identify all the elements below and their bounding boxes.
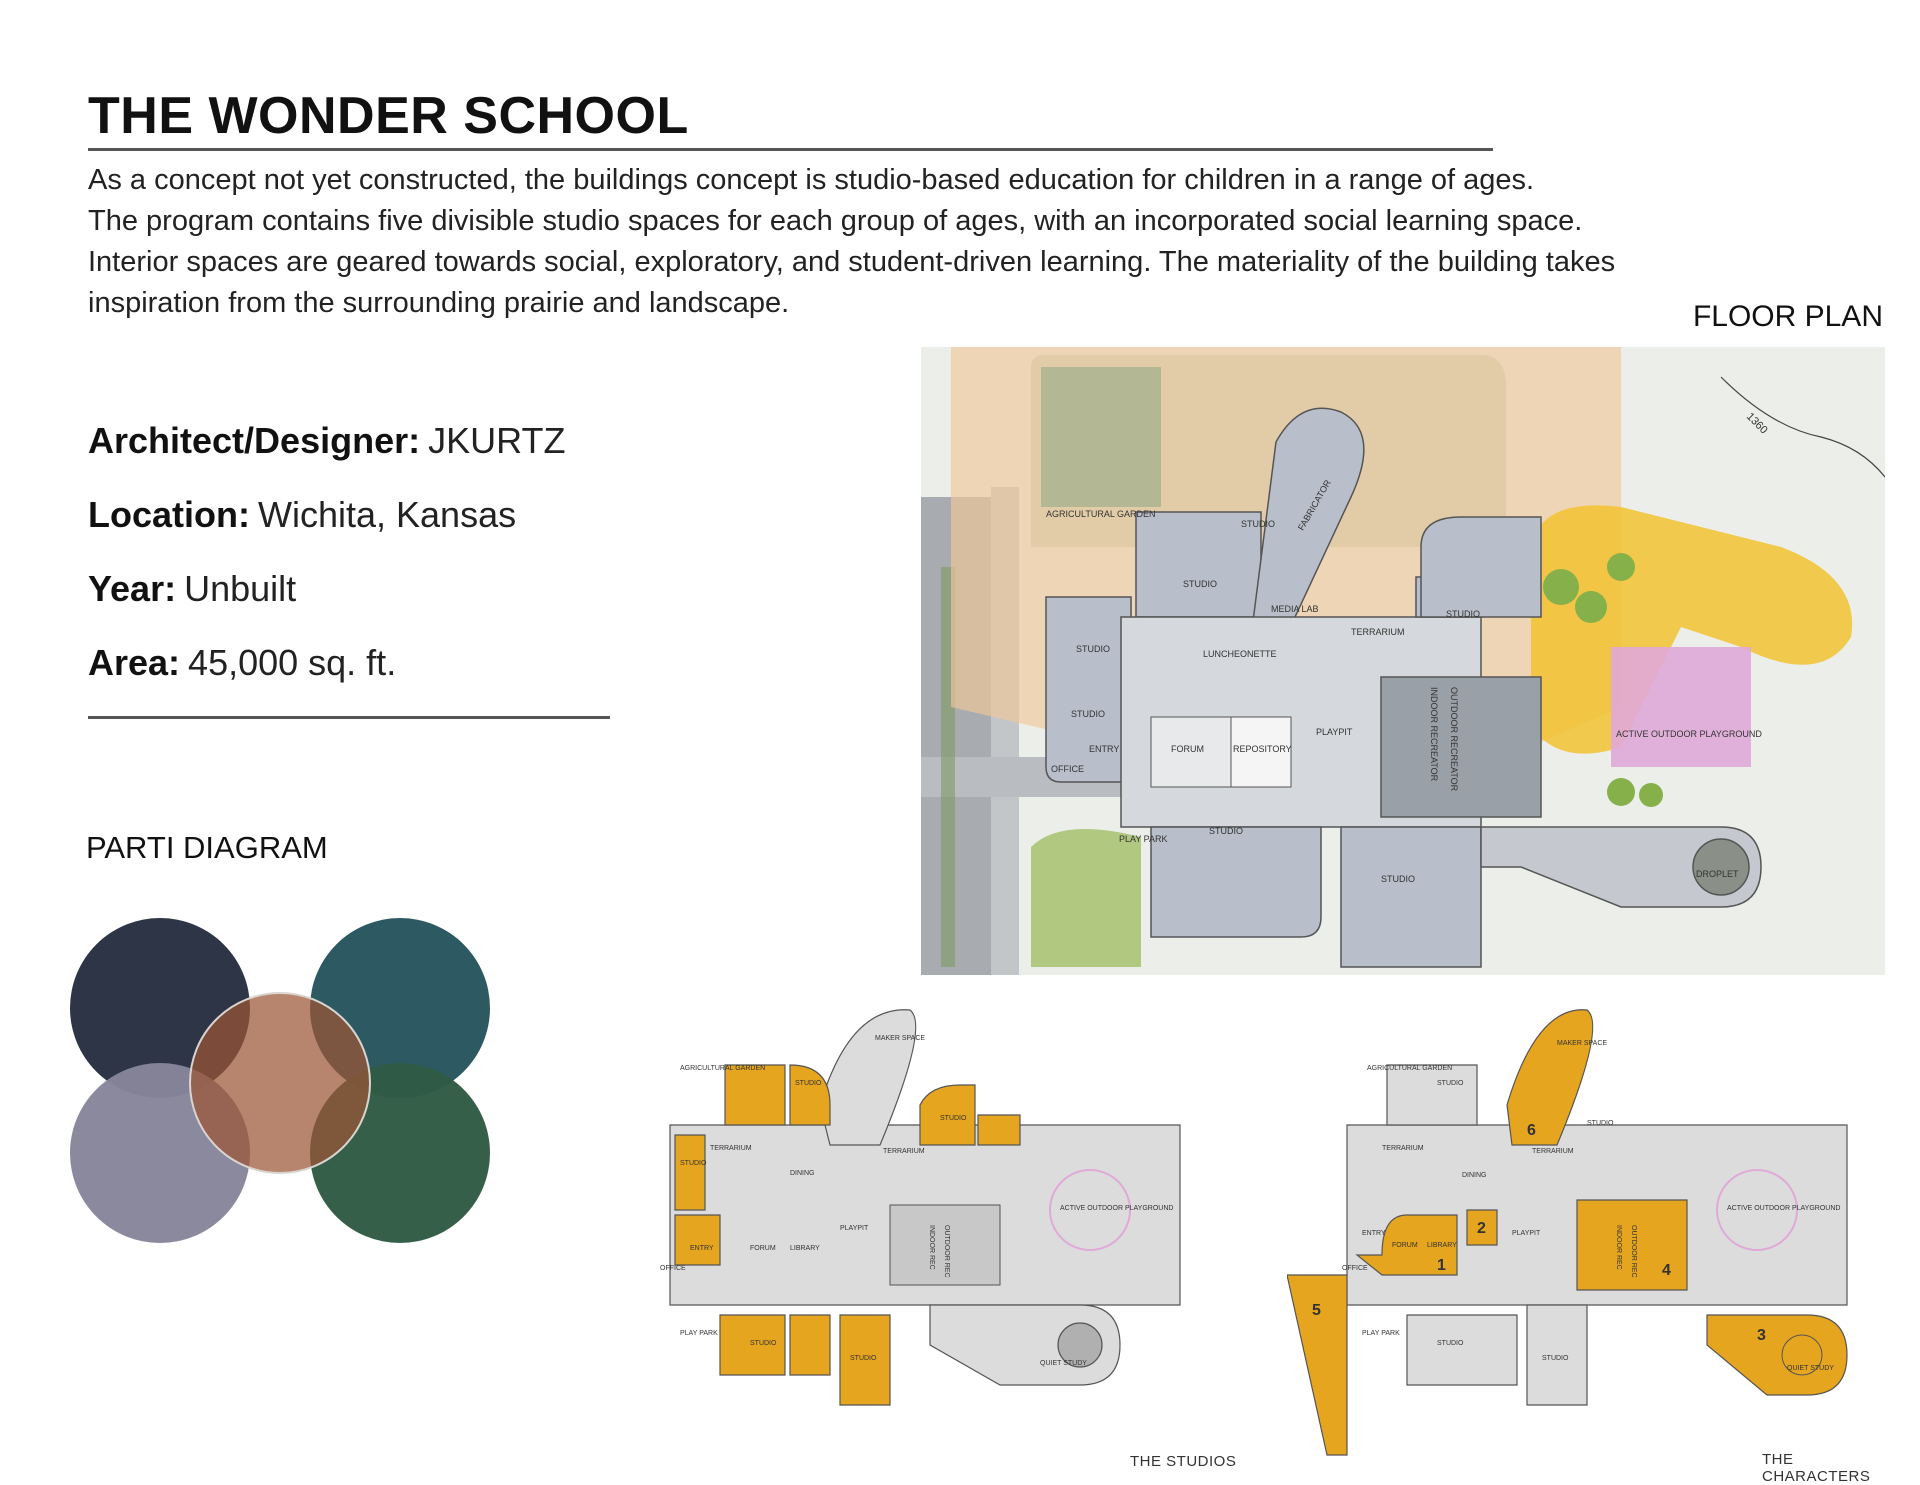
label-studio: STUDIO — [940, 1115, 967, 1122]
project-facts — [88, 418, 648, 714]
label-dining: DINING — [1462, 1172, 1487, 1179]
caption-the-studios: THE STUDIOS — [1130, 1453, 1237, 1470]
label-studio: STUDIO — [1437, 1340, 1464, 1347]
character-number: 1 — [1437, 1257, 1446, 1274]
label-studio-1: STUDIO — [1241, 519, 1276, 529]
label-agricultural-garden: AGRICULTURAL GARDEN — [1367, 1065, 1453, 1072]
label-outdoor-rec: OUTDOOR REC — [943, 1225, 950, 1278]
label-studio-5: STUDIO — [1446, 609, 1481, 619]
label-repository: REPOSITORY — [1233, 744, 1292, 754]
character-number: 3 — [1757, 1327, 1766, 1344]
floor-plan-heading: FLOOR PLAN — [1692, 300, 1883, 333]
label-quiet-study: QUIET STUDY — [1040, 1360, 1087, 1367]
label-droplet: DROPLET — [1696, 869, 1739, 879]
label-maker-space: MAKER SPACE — [1557, 1040, 1608, 1047]
label-playpit: PLAYPIT — [1316, 727, 1353, 737]
fact-year — [88, 566, 648, 640]
character-number: 4 — [1662, 1262, 1671, 1279]
label-terrarium: TERRARIUM — [883, 1148, 925, 1155]
floor-plan — [921, 347, 1885, 975]
fact-value: JKURTZ — [428, 420, 566, 461]
label-library: LIBRARY — [1427, 1242, 1457, 1249]
label-entry: ENTRY — [1362, 1230, 1386, 1237]
label-active-outdoor-playground: ACTIVE OUTDOOR PLAYGROUND — [1060, 1205, 1174, 1212]
label-forum: FORUM — [1392, 1242, 1418, 1249]
parti-heading: PARTI DIAGRAM — [86, 830, 328, 865]
parti-circle-rust — [190, 993, 370, 1173]
description-line: inspiration from the surrounding prairie and landscape. — [88, 287, 790, 319]
label-library: LIBRARY — [790, 1245, 820, 1252]
label-studio-6: STUDIO — [1209, 826, 1244, 836]
label-studio: STUDIO — [1437, 1080, 1464, 1087]
label-playpit: PLAYPIT — [1512, 1230, 1541, 1237]
label-entry: ENTRY — [1089, 744, 1120, 754]
label-agricultural-garden: AGRICULTURAL GARDEN — [680, 1065, 766, 1072]
facts-divider — [88, 716, 610, 719]
play-park — [1031, 829, 1141, 967]
characters-plan — [1287, 985, 1897, 1465]
label-studio: STUDIO — [750, 1340, 777, 1347]
label-fabricator: FABRICATOR — [1295, 478, 1333, 533]
character-number: 5 — [1312, 1302, 1321, 1319]
label-active-outdoor-playground: ACTIVE OUTDOOR PLAYGROUND — [1727, 1205, 1841, 1212]
fact-architect — [88, 418, 648, 492]
label-studio: STUDIO — [680, 1160, 707, 1167]
label-terrarium: TERRARIUM — [1532, 1148, 1574, 1155]
label-media-lab: MEDIA LAB — [1271, 604, 1319, 614]
description-line: Interior spaces are geared towards social, exploratory, and student-driven learning. The materiality of the building takes — [88, 246, 1616, 278]
label-studio-3: STUDIO — [1076, 644, 1111, 654]
label-office: OFFICE — [1051, 764, 1084, 774]
title-divider — [88, 148, 1493, 151]
description-line: As a concept not yet constructed, the buildings concept is studio-based education for children in a range of ages. — [88, 164, 1535, 196]
label-studio-4: STUDIO — [1071, 709, 1106, 719]
label-studio: STUDIO — [795, 1080, 822, 1087]
project-description — [88, 160, 1888, 324]
label-agricultural-garden: AGRICULTURAL GARDEN — [1046, 509, 1156, 519]
label-play-park: PLAY PARK — [680, 1330, 718, 1337]
fact-label: Location: — [88, 494, 250, 535]
page-title: THE WONDER SCHOOL — [88, 87, 689, 145]
fact-label: Architect/Designer: — [88, 420, 421, 461]
label-studio: STUDIO — [850, 1355, 877, 1362]
label-terrarium: TERRARIUM — [710, 1145, 752, 1152]
label-indoor-rec: INDOOR REC — [1615, 1225, 1622, 1270]
description-line: The program contains five divisible studio spaces for each group of ages, with an incorporated social learning space. — [88, 205, 1583, 237]
label-studio-7: STUDIO — [1381, 874, 1416, 884]
label-terrarium: TERRARIUM — [1351, 627, 1405, 637]
studios-diagram — [600, 985, 1240, 1475]
label-active-outdoor-playground: ACTIVE OUTDOOR PLAYGROUND — [1616, 729, 1762, 739]
character-number: 2 — [1477, 1220, 1486, 1237]
label-luncheonette: LUNCHEONETTE — [1203, 649, 1277, 659]
label-forum: FORUM — [750, 1245, 776, 1252]
label-outdoor-rec: OUTDOOR REC — [1630, 1225, 1637, 1278]
label-studio: STUDIO — [1542, 1355, 1569, 1362]
characters-diagram — [1287, 985, 1897, 1485]
fact-value: 45,000 sq. ft. — [188, 642, 397, 683]
agricultural-rows — [1041, 367, 1161, 507]
label-outdoor-recreator: OUTDOOR RECREATOR — [1449, 687, 1459, 792]
fact-area — [88, 640, 648, 714]
parti-diagram — [70, 918, 500, 1248]
fact-location — [88, 492, 648, 566]
studios-plan — [600, 985, 1240, 1465]
character-number: 6 — [1527, 1122, 1536, 1139]
label-studio: STUDIO — [1587, 1120, 1614, 1127]
label-quiet-study: QUIET STUDY — [1787, 1365, 1834, 1372]
label-office: OFFICE — [1342, 1265, 1368, 1272]
label-terrarium: TERRARIUM — [1382, 1145, 1424, 1152]
label-contour: 1360 — [1743, 410, 1770, 437]
label-entry: ENTRY — [690, 1245, 714, 1252]
caption-the-characters: THE CHARACTERS — [1762, 1451, 1871, 1485]
label-dining: DINING — [790, 1170, 815, 1177]
label-studio-2: STUDIO — [1183, 579, 1218, 589]
label-play-park: PLAY PARK — [1119, 834, 1168, 844]
fact-label: Area: — [88, 642, 181, 683]
label-playpit: PLAYPIT — [840, 1225, 869, 1232]
fact-value: Wichita, Kansas — [257, 494, 517, 535]
label-play-park: PLAY PARK — [1362, 1330, 1400, 1337]
label-indoor-recreator: INDOOR RECREATOR — [1429, 687, 1439, 782]
label-maker-space: MAKER SPACE — [875, 1035, 926, 1042]
fact-label: Year: — [88, 568, 177, 609]
label-forum: FORUM — [1171, 744, 1204, 754]
label-indoor-rec: INDOOR REC — [928, 1225, 935, 1270]
fact-value: Unbuilt — [184, 568, 297, 609]
label-office: OFFICE — [660, 1265, 686, 1272]
